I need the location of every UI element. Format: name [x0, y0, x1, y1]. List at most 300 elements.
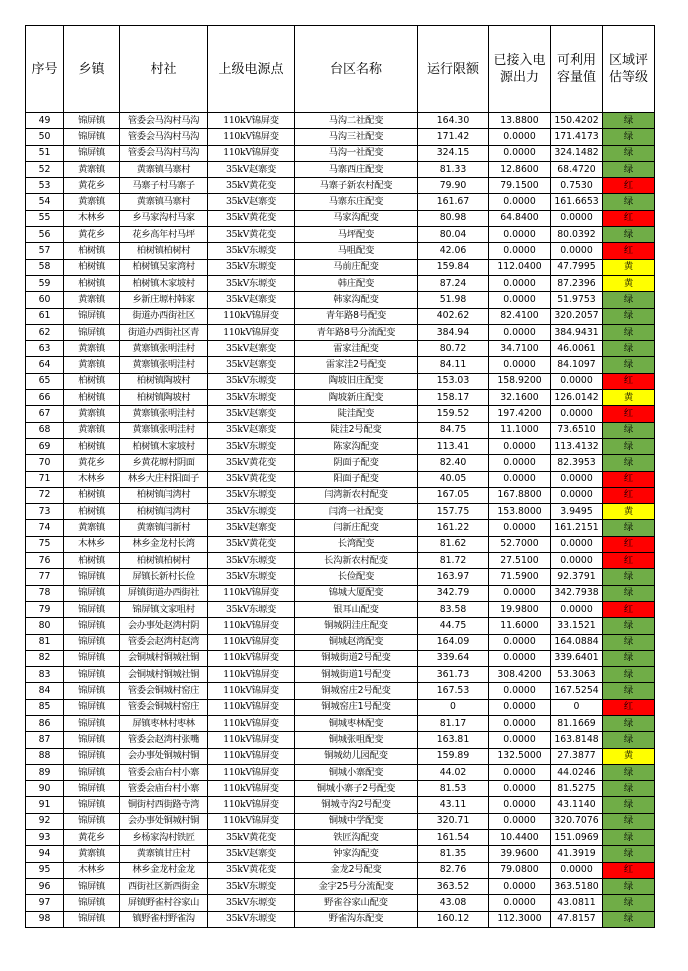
cell-seq: 93: [26, 830, 64, 846]
cell-connected-output: 112.0400: [489, 259, 551, 275]
cell-available-capacity: 43.0811: [551, 895, 603, 911]
cell-power-source: 35kV赵寨变: [208, 341, 295, 357]
cell-connected-output: 0.0000: [489, 878, 551, 894]
cell-area-name: 雷家洼配变: [295, 341, 418, 357]
cell-township: 柏树镇: [64, 553, 120, 569]
table-row: [26, 129, 655, 145]
cell-grade: 绿: [603, 422, 655, 438]
table-row: [26, 455, 655, 471]
cell-power-source: 35kV东塬变: [208, 895, 295, 911]
cell-limit: 324.15: [418, 145, 489, 161]
cell-available-capacity: 80.0392: [551, 227, 603, 243]
cell-connected-output: 0.0000: [489, 455, 551, 471]
cell-area-name: 铜城窑庄1号配变: [295, 699, 418, 715]
cell-seq: 64: [26, 357, 64, 373]
cell-township: 黄寨镇: [64, 194, 120, 210]
cell-connected-output: 153.8000: [489, 504, 551, 520]
cell-connected-output: 308.4200: [489, 667, 551, 683]
cell-seq: 91: [26, 797, 64, 813]
cell-seq: 89: [26, 764, 64, 780]
cell-village: 会办事处铜城村铜: [120, 813, 208, 829]
cell-village: 会办事处铜城村铜: [120, 748, 208, 764]
cell-village: 花乡高年村马坪: [120, 227, 208, 243]
cell-power-source: 110kV锦屏变: [208, 324, 295, 340]
cell-limit: 81.62: [418, 536, 489, 552]
cell-township: 黄花乡: [64, 455, 120, 471]
cell-township: 柏树镇: [64, 504, 120, 520]
cell-power-source: 35kV黄花变: [208, 227, 295, 243]
cell-area-name: 铜城枣林配变: [295, 715, 418, 731]
cell-grade: 绿: [603, 846, 655, 862]
cell-area-name: 陡洼配变: [295, 406, 418, 422]
cell-connected-output: 0.0000: [489, 292, 551, 308]
cell-grade: 绿: [603, 292, 655, 308]
cell-grade: 绿: [603, 764, 655, 780]
cell-limit: 153.03: [418, 373, 489, 389]
cell-village: 柏树镇木家坡村: [120, 275, 208, 291]
cell-grade: 绿: [603, 585, 655, 601]
cell-area-name: 韩庄配变: [295, 275, 418, 291]
cell-area-name: 闫湾一社配变: [295, 504, 418, 520]
table-row: [26, 911, 655, 927]
cell-connected-output: 13.8800: [489, 113, 551, 129]
capacity-table: [25, 25, 655, 928]
cell-available-capacity: 0.0000: [551, 373, 603, 389]
table-row: [26, 536, 655, 552]
cell-township: 黄花乡: [64, 178, 120, 194]
cell-grade: 红: [603, 373, 655, 389]
cell-township: 黄寨镇: [64, 341, 120, 357]
cell-grade: 绿: [603, 194, 655, 210]
cell-connected-output: 64.8400: [489, 210, 551, 226]
cell-village: 林乡大庄村阳面子: [120, 471, 208, 487]
cell-area-name: 马沟一社配变: [295, 145, 418, 161]
cell-connected-output: 12.8600: [489, 161, 551, 177]
cell-limit: 171.42: [418, 129, 489, 145]
cell-township: 柏树镇: [64, 275, 120, 291]
cell-limit: 83.58: [418, 601, 489, 617]
cell-grade: 绿: [603, 569, 655, 585]
cell-village: 柏树镇陶坡村: [120, 373, 208, 389]
cell-limit: 44.75: [418, 618, 489, 634]
cell-grade: 红: [603, 210, 655, 226]
cell-area-name: 青年路8号配变: [295, 308, 418, 324]
cell-connected-output: 197.4200: [489, 406, 551, 422]
cell-limit: 158.17: [418, 390, 489, 406]
cell-limit: 339.64: [418, 650, 489, 666]
cell-area-name: 野雀沟东配变: [295, 911, 418, 927]
cell-power-source: 35kV东塬变: [208, 390, 295, 406]
table-row: [26, 715, 655, 731]
table-row: [26, 145, 655, 161]
cell-village: 黄寨镇张明洼村: [120, 341, 208, 357]
header-village: 村社: [120, 26, 208, 113]
cell-seq: 95: [26, 862, 64, 878]
cell-available-capacity: 171.4173: [551, 129, 603, 145]
header-row: [26, 26, 655, 113]
table-row: [26, 846, 655, 862]
cell-connected-output: 158.9200: [489, 373, 551, 389]
cell-power-source: 35kV赵寨变: [208, 406, 295, 422]
cell-village: 马寨子村马寨子: [120, 178, 208, 194]
cell-power-source: 110kV锦屏变: [208, 683, 295, 699]
cell-seq: 79: [26, 601, 64, 617]
table-body: [26, 113, 655, 928]
cell-area-name: 马家沟配变: [295, 210, 418, 226]
cell-village: 乡杨家沟村铁匠: [120, 830, 208, 846]
table-row: [26, 520, 655, 536]
table-row: [26, 504, 655, 520]
cell-area-name: 长沟新农村配变: [295, 553, 418, 569]
table-row: [26, 553, 655, 569]
table-row: [26, 227, 655, 243]
cell-seq: 74: [26, 520, 64, 536]
cell-village: 锦屏镇文家咀村: [120, 601, 208, 617]
cell-connected-output: 32.1600: [489, 390, 551, 406]
cell-available-capacity: 44.0246: [551, 764, 603, 780]
cell-available-capacity: 163.8148: [551, 732, 603, 748]
cell-area-name: 野雀谷家山配变: [295, 895, 418, 911]
cell-limit: 40.05: [418, 471, 489, 487]
cell-available-capacity: 0.0000: [551, 553, 603, 569]
cell-area-name: 长俭配变: [295, 569, 418, 585]
cell-township: 木林乡: [64, 471, 120, 487]
cell-township: 锦屏镇: [64, 129, 120, 145]
table-row: [26, 324, 655, 340]
cell-grade: 红: [603, 487, 655, 503]
cell-power-source: 35kV东塬变: [208, 243, 295, 259]
cell-seq: 54: [26, 194, 64, 210]
cell-grade: 绿: [603, 683, 655, 699]
cell-village: 柏树镇木家坡村: [120, 438, 208, 454]
cell-power-source: 35kV赵寨变: [208, 520, 295, 536]
cell-grade: 绿: [603, 715, 655, 731]
header-limit: 运行限额: [418, 26, 489, 113]
cell-power-source: 110kV锦屏变: [208, 650, 295, 666]
cell-limit: 81.17: [418, 715, 489, 731]
cell-area-name: 铜城街道1号配变: [295, 667, 418, 683]
cell-grade: 红: [603, 601, 655, 617]
cell-grade: 绿: [603, 895, 655, 911]
cell-grade: 绿: [603, 781, 655, 797]
table-row: [26, 422, 655, 438]
cell-village: 管委会赵湾村赵湾: [120, 634, 208, 650]
cell-connected-output: 11.1000: [489, 422, 551, 438]
cell-village: 柏树镇闫湾村: [120, 487, 208, 503]
table-row: [26, 471, 655, 487]
cell-seq: 61: [26, 308, 64, 324]
cell-available-capacity: 0.0000: [551, 862, 603, 878]
cell-seq: 51: [26, 145, 64, 161]
cell-township: 柏树镇: [64, 487, 120, 503]
cell-connected-output: 79.0800: [489, 862, 551, 878]
cell-connected-output: 112.3000: [489, 911, 551, 927]
cell-area-name: 金龙2号配变: [295, 862, 418, 878]
cell-area-name: 锦城大厦配变: [295, 585, 418, 601]
cell-limit: 81.35: [418, 846, 489, 862]
cell-power-source: 35kV东塬变: [208, 504, 295, 520]
cell-grade: 绿: [603, 911, 655, 927]
table-row: [26, 178, 655, 194]
table-row: [26, 732, 655, 748]
cell-area-name: 铜城窑庄2号配变: [295, 683, 418, 699]
cell-available-capacity: 167.5254: [551, 683, 603, 699]
cell-seq: 57: [26, 243, 64, 259]
cell-village: 黄寨镇张明洼村: [120, 422, 208, 438]
cell-village: 黄寨镇马寨村: [120, 161, 208, 177]
cell-connected-output: 82.4100: [489, 308, 551, 324]
cell-village: 屏镇长新村长俭: [120, 569, 208, 585]
cell-connected-output: 0.0000: [489, 781, 551, 797]
cell-area-name: 陡洼2号配变: [295, 422, 418, 438]
cell-available-capacity: 68.4720: [551, 161, 603, 177]
cell-power-source: 35kV赵寨变: [208, 846, 295, 862]
cell-village: 管委会庙台村小寨: [120, 764, 208, 780]
cell-power-source: 35kV黄花变: [208, 830, 295, 846]
cell-township: 柏树镇: [64, 438, 120, 454]
cell-seq: 78: [26, 585, 64, 601]
cell-available-capacity: 113.4132: [551, 438, 603, 454]
cell-village: 黄寨镇闫新村: [120, 520, 208, 536]
cell-limit: 79.90: [418, 178, 489, 194]
cell-limit: 363.52: [418, 878, 489, 894]
table-row: [26, 764, 655, 780]
cell-connected-output: 0.0000: [489, 715, 551, 731]
cell-area-name: 铜城寺沟2号配变: [295, 797, 418, 813]
cell-power-source: 35kV东塬变: [208, 569, 295, 585]
table-row: [26, 275, 655, 291]
cell-grade: 绿: [603, 227, 655, 243]
cell-connected-output: 0.0000: [489, 471, 551, 487]
cell-limit: 157.75: [418, 504, 489, 520]
header-township: 乡镇: [64, 26, 120, 113]
cell-limit: 167.53: [418, 683, 489, 699]
table-row: [26, 683, 655, 699]
cell-limit: 80.04: [418, 227, 489, 243]
cell-seq: 67: [26, 406, 64, 422]
cell-village: 管委会铜城村窑庄: [120, 683, 208, 699]
cell-available-capacity: 33.1521: [551, 618, 603, 634]
cell-grade: 绿: [603, 341, 655, 357]
cell-connected-output: 0.0000: [489, 324, 551, 340]
cell-grade: 绿: [603, 797, 655, 813]
cell-limit: 159.89: [418, 748, 489, 764]
cell-limit: 80.72: [418, 341, 489, 357]
table-row: [26, 895, 655, 911]
cell-available-capacity: 0.0000: [551, 471, 603, 487]
cell-seq: 82: [26, 650, 64, 666]
table-row: [26, 438, 655, 454]
cell-power-source: 35kV东塬变: [208, 438, 295, 454]
cell-available-capacity: 324.1482: [551, 145, 603, 161]
cell-seq: 88: [26, 748, 64, 764]
cell-township: 锦屏镇: [64, 667, 120, 683]
cell-available-capacity: 384.9431: [551, 324, 603, 340]
cell-available-capacity: 150.4202: [551, 113, 603, 129]
cell-village: 柏树镇闫湾村: [120, 504, 208, 520]
cell-power-source: 110kV锦屏变: [208, 715, 295, 731]
cell-area-name: 铜城街道2号配变: [295, 650, 418, 666]
cell-township: 黄花乡: [64, 830, 120, 846]
cell-township: 锦屏镇: [64, 634, 120, 650]
cell-power-source: 110kV锦屏变: [208, 585, 295, 601]
cell-seq: 65: [26, 373, 64, 389]
cell-village: 管委会马沟村马沟: [120, 113, 208, 129]
cell-available-capacity: 0.7530: [551, 178, 603, 194]
table-row: [26, 601, 655, 617]
cell-power-source: 35kV东塬变: [208, 911, 295, 927]
cell-area-name: 阳面子配变: [295, 471, 418, 487]
cell-available-capacity: 0: [551, 699, 603, 715]
cell-power-source: 35kV赵寨变: [208, 422, 295, 438]
cell-township: 锦屏镇: [64, 699, 120, 715]
cell-limit: 82.40: [418, 455, 489, 471]
cell-township: 柏树镇: [64, 373, 120, 389]
cell-grade: 红: [603, 699, 655, 715]
cell-seq: 97: [26, 895, 64, 911]
cell-village: 会铜城村铜城社铜: [120, 667, 208, 683]
cell-grade: 绿: [603, 357, 655, 373]
cell-seq: 62: [26, 324, 64, 340]
cell-power-source: 110kV锦屏变: [208, 129, 295, 145]
table-row: [26, 243, 655, 259]
table-row: [26, 748, 655, 764]
cell-area-name: 银耳山配变: [295, 601, 418, 617]
cell-available-capacity: 0.0000: [551, 210, 603, 226]
cell-seq: 96: [26, 878, 64, 894]
cell-grade: 红: [603, 178, 655, 194]
cell-limit: 361.73: [418, 667, 489, 683]
cell-area-name: 铜城幼儿园配变: [295, 748, 418, 764]
cell-available-capacity: 81.5275: [551, 781, 603, 797]
cell-available-capacity: 342.7938: [551, 585, 603, 601]
cell-village: 管委会马沟村马沟: [120, 145, 208, 161]
table-row: [26, 878, 655, 894]
cell-area-name: 马沟三社配变: [295, 129, 418, 145]
cell-limit: 167.05: [418, 487, 489, 503]
table-row: [26, 585, 655, 601]
cell-grade: 红: [603, 243, 655, 259]
cell-village: 铜街村西街路寺湾: [120, 797, 208, 813]
cell-township: 锦屏镇: [64, 308, 120, 324]
cell-village: 管委会马沟村马沟: [120, 129, 208, 145]
cell-power-source: 110kV锦屏变: [208, 764, 295, 780]
cell-connected-output: 132.5000: [489, 748, 551, 764]
cell-available-capacity: 126.0142: [551, 390, 603, 406]
cell-power-source: 35kV赵寨变: [208, 292, 295, 308]
cell-grade: 绿: [603, 308, 655, 324]
cell-connected-output: 0.0000: [489, 895, 551, 911]
cell-township: 黄寨镇: [64, 422, 120, 438]
cell-seq: 55: [26, 210, 64, 226]
cell-grade: 绿: [603, 634, 655, 650]
table-row: [26, 357, 655, 373]
table-row: [26, 569, 655, 585]
cell-township: 黄寨镇: [64, 520, 120, 536]
cell-area-name: 长湾配变: [295, 536, 418, 552]
table-row: [26, 373, 655, 389]
cell-area-name: 陶坡旧庄配变: [295, 373, 418, 389]
table-row: [26, 390, 655, 406]
cell-available-capacity: 46.0061: [551, 341, 603, 357]
cell-area-name: 马沟二社配变: [295, 113, 418, 129]
cell-village: 林乡金龙村金龙: [120, 862, 208, 878]
cell-grade: 绿: [603, 161, 655, 177]
cell-area-name: 铜城阴洼庄配变: [295, 618, 418, 634]
cell-township: 锦屏镇: [64, 878, 120, 894]
cell-seq: 77: [26, 569, 64, 585]
cell-available-capacity: 0.0000: [551, 536, 603, 552]
cell-area-name: 铜城赵湾配变: [295, 634, 418, 650]
cell-village: 会铜城村铜城社铜: [120, 650, 208, 666]
cell-connected-output: 0.0000: [489, 227, 551, 243]
cell-available-capacity: 87.2396: [551, 275, 603, 291]
cell-grade: 红: [603, 471, 655, 487]
cell-area-name: 铜城小寨子2号配变: [295, 781, 418, 797]
cell-village: 柏树镇柏树村: [120, 553, 208, 569]
cell-village: 管委会铜城村窑庄: [120, 699, 208, 715]
cell-available-capacity: 0.0000: [551, 243, 603, 259]
cell-power-source: 110kV锦屏变: [208, 308, 295, 324]
cell-available-capacity: 164.0884: [551, 634, 603, 650]
table-row: [26, 341, 655, 357]
cell-township: 木林乡: [64, 536, 120, 552]
cell-connected-output: 0.0000: [489, 275, 551, 291]
cell-township: 锦屏镇: [64, 618, 120, 634]
cell-township: 木林乡: [64, 210, 120, 226]
table-row: [26, 797, 655, 813]
cell-connected-output: 0.0000: [489, 634, 551, 650]
cell-township: 锦屏镇: [64, 113, 120, 129]
cell-available-capacity: 320.7076: [551, 813, 603, 829]
cell-township: 锦屏镇: [64, 715, 120, 731]
table-row: [26, 699, 655, 715]
cell-power-source: 110kV锦屏变: [208, 781, 295, 797]
cell-power-source: 35kV赵寨变: [208, 194, 295, 210]
header-seq: 序号: [26, 26, 64, 113]
cell-village: 黄寨镇张明洼村: [120, 357, 208, 373]
cell-power-source: 110kV锦屏变: [208, 797, 295, 813]
cell-connected-output: 0.0000: [489, 194, 551, 210]
cell-available-capacity: 43.1140: [551, 797, 603, 813]
cell-township: 柏树镇: [64, 259, 120, 275]
cell-power-source: 35kV黄花变: [208, 210, 295, 226]
cell-connected-output: 0.0000: [489, 813, 551, 829]
cell-township: 锦屏镇: [64, 650, 120, 666]
cell-power-source: 35kV赵寨变: [208, 357, 295, 373]
cell-available-capacity: 73.6510: [551, 422, 603, 438]
cell-township: 锦屏镇: [64, 324, 120, 340]
cell-limit: 160.12: [418, 911, 489, 927]
cell-connected-output: 0.0000: [489, 699, 551, 715]
cell-limit: 81.33: [418, 161, 489, 177]
cell-limit: 161.54: [418, 830, 489, 846]
cell-village: 街道办西街社区青: [120, 324, 208, 340]
cell-village: 管委会赵湾村张嘴: [120, 732, 208, 748]
cell-seq: 87: [26, 732, 64, 748]
cell-connected-output: 10.4400: [489, 830, 551, 846]
cell-limit: 163.81: [418, 732, 489, 748]
cell-power-source: 35kV东塬变: [208, 553, 295, 569]
cell-available-capacity: 53.3063: [551, 667, 603, 683]
cell-available-capacity: 41.3919: [551, 846, 603, 862]
cell-village: 柏树镇吴家湾村: [120, 259, 208, 275]
cell-limit: 320.71: [418, 813, 489, 829]
cell-grade: 绿: [603, 324, 655, 340]
cell-village: 管委会庙台村小寨: [120, 781, 208, 797]
cell-connected-output: 71.5900: [489, 569, 551, 585]
cell-area-name: 金宇25号分流配变: [295, 878, 418, 894]
